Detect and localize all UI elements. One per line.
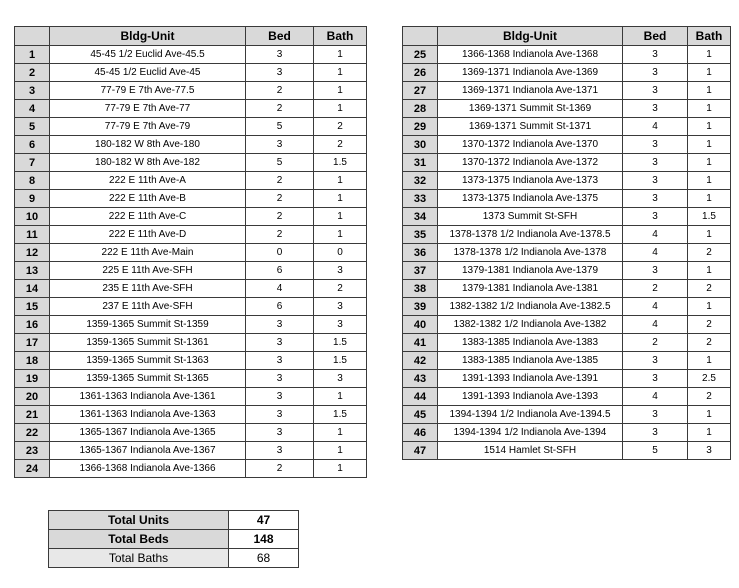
- unit-name: 1514 Hamlet St-SFH: [438, 442, 623, 460]
- row-number: 23: [15, 442, 50, 460]
- bath-count: 1: [314, 100, 367, 118]
- bed-count: 2: [246, 100, 314, 118]
- bed-count: 4: [623, 244, 688, 262]
- table-row: [15, 100, 367, 118]
- unit-name: 222 E 11th Ave-Main: [50, 244, 246, 262]
- table-row: [403, 100, 731, 118]
- row-number: 38: [403, 280, 438, 298]
- bath-count: 2: [314, 118, 367, 136]
- table-row: [403, 370, 731, 388]
- row-number: 22: [15, 424, 50, 442]
- header-row: [15, 27, 367, 46]
- bath-count: 3: [314, 298, 367, 316]
- row-number: 19: [15, 370, 50, 388]
- bath-count: 1.5: [314, 334, 367, 352]
- row-number: 16: [15, 316, 50, 334]
- header-bed: Bed: [246, 27, 314, 46]
- bath-count: 1: [688, 262, 731, 280]
- row-number: 1: [15, 46, 50, 64]
- bed-count: 3: [246, 334, 314, 352]
- row-number: 20: [15, 388, 50, 406]
- bath-count: 1: [688, 190, 731, 208]
- bed-count: 2: [623, 334, 688, 352]
- header-number: [403, 27, 438, 46]
- table-row: [15, 172, 367, 190]
- total-baths-label: Total Baths: [49, 549, 229, 568]
- bath-count: 0: [314, 244, 367, 262]
- table-row: [403, 118, 731, 136]
- units-table-left: [14, 26, 367, 478]
- bath-count: 1: [688, 226, 731, 244]
- unit-name: 1370-1372 Indianola Ave-1372: [438, 154, 623, 172]
- bath-count: 2: [314, 136, 367, 154]
- bath-count: 2: [314, 280, 367, 298]
- bed-count: 4: [623, 226, 688, 244]
- row-number: 33: [403, 190, 438, 208]
- table-row: [403, 82, 731, 100]
- unit-name: 1378-1378 1/2 Indianola Ave-1378.5: [438, 226, 623, 244]
- unit-name: 77-79 E 7th Ave-79: [50, 118, 246, 136]
- bath-count: 1: [688, 118, 731, 136]
- unit-name: 1365-1367 Indianola Ave-1365: [50, 424, 246, 442]
- bed-count: 4: [623, 298, 688, 316]
- unit-name: 45-45 1/2 Euclid Ave-45: [50, 64, 246, 82]
- bed-count: 3: [246, 388, 314, 406]
- table-row: [15, 388, 367, 406]
- bath-count: 2: [688, 334, 731, 352]
- row-number: 30: [403, 136, 438, 154]
- bath-count: 1: [314, 172, 367, 190]
- unit-name: 1361-1363 Indianola Ave-1361: [50, 388, 246, 406]
- table-row: [403, 226, 731, 244]
- bed-count: 3: [246, 370, 314, 388]
- row-number: 44: [403, 388, 438, 406]
- unit-name: 235 E 11th Ave-SFH: [50, 280, 246, 298]
- row-number: 45: [403, 406, 438, 424]
- bath-count: 1: [688, 406, 731, 424]
- unit-name: 1365-1367 Indianola Ave-1367: [50, 442, 246, 460]
- row-number: 8: [15, 172, 50, 190]
- row-number: 3: [15, 82, 50, 100]
- bed-count: 2: [246, 226, 314, 244]
- table-row: [403, 154, 731, 172]
- unit-name: 237 E 11th Ave-SFH: [50, 298, 246, 316]
- row-number: 35: [403, 226, 438, 244]
- bath-count: 1.5: [314, 154, 367, 172]
- row-number: 13: [15, 262, 50, 280]
- row-number: 41: [403, 334, 438, 352]
- bath-count: 3: [314, 262, 367, 280]
- row-number: 42: [403, 352, 438, 370]
- unit-name: 1366-1368 Indianola Ave-1368: [438, 46, 623, 64]
- bath-count: 1: [314, 208, 367, 226]
- row-number: 9: [15, 190, 50, 208]
- bath-count: 3: [688, 442, 731, 460]
- bed-count: 3: [623, 352, 688, 370]
- table-row: [15, 82, 367, 100]
- row-number: 28: [403, 100, 438, 118]
- unit-name: 1366-1368 Indianola Ave-1366: [50, 460, 246, 478]
- total-units-value: 47: [229, 511, 299, 530]
- bath-count: 1: [314, 388, 367, 406]
- bath-count: 2: [688, 316, 731, 334]
- bed-count: 3: [246, 352, 314, 370]
- row-number: 5: [15, 118, 50, 136]
- unit-name: 1359-1365 Summit St-1361: [50, 334, 246, 352]
- bath-count: 1: [314, 190, 367, 208]
- bed-count: 3: [623, 64, 688, 82]
- table-row: [15, 424, 367, 442]
- header-bed: Bed: [623, 27, 688, 46]
- bath-count: 1: [314, 64, 367, 82]
- table-row: [15, 190, 367, 208]
- table-row: [403, 172, 731, 190]
- bed-count: 3: [246, 316, 314, 334]
- bed-count: 3: [246, 442, 314, 460]
- row-number: 10: [15, 208, 50, 226]
- total-beds-row: [49, 530, 299, 549]
- table-row: [403, 190, 731, 208]
- bed-count: 3: [246, 406, 314, 424]
- table-row: [15, 316, 367, 334]
- total-beds-value: 148: [229, 530, 299, 549]
- total-units-row: [49, 511, 299, 530]
- totals-table: [48, 510, 299, 568]
- unit-name: 1369-1371 Summit St-1371: [438, 118, 623, 136]
- unit-name: 1382-1382 1/2 Indianola Ave-1382: [438, 316, 623, 334]
- unit-name: 222 E 11th Ave-C: [50, 208, 246, 226]
- unit-name: 1394-1394 1/2 Indianola Ave-1394.5: [438, 406, 623, 424]
- unit-name: 222 E 11th Ave-A: [50, 172, 246, 190]
- unit-name: 1373 Summit St-SFH: [438, 208, 623, 226]
- row-number: 17: [15, 334, 50, 352]
- bath-count: 2: [688, 280, 731, 298]
- table-row: [403, 136, 731, 154]
- table-row: [403, 406, 731, 424]
- bath-count: 2: [688, 244, 731, 262]
- bath-count: 1: [688, 172, 731, 190]
- table-row: [15, 460, 367, 478]
- bed-count: 2: [246, 190, 314, 208]
- bath-count: 1: [688, 136, 731, 154]
- row-number: 36: [403, 244, 438, 262]
- table-row: [15, 298, 367, 316]
- unit-name: 1383-1385 Indianola Ave-1383: [438, 334, 623, 352]
- header-number: [15, 27, 50, 46]
- bath-count: 1: [314, 424, 367, 442]
- unit-name: 1379-1381 Indianola Ave-1379: [438, 262, 623, 280]
- bed-count: 6: [246, 262, 314, 280]
- unit-name: 1379-1381 Indianola Ave-1381: [438, 280, 623, 298]
- total-baths-row: [49, 549, 299, 568]
- row-number: 14: [15, 280, 50, 298]
- table-row: [403, 46, 731, 64]
- unit-name: 1394-1394 1/2 Indianola Ave-1394: [438, 424, 623, 442]
- row-number: 18: [15, 352, 50, 370]
- unit-name: 1382-1382 1/2 Indianola Ave-1382.5: [438, 298, 623, 316]
- row-number: 21: [15, 406, 50, 424]
- row-number: 43: [403, 370, 438, 388]
- table-row: [403, 64, 731, 82]
- unit-name: 222 E 11th Ave-B: [50, 190, 246, 208]
- bed-count: 4: [623, 316, 688, 334]
- bed-count: 3: [623, 424, 688, 442]
- bed-count: 2: [246, 460, 314, 478]
- bath-count: 1.5: [314, 352, 367, 370]
- bath-count: 2: [688, 388, 731, 406]
- bath-count: 1: [688, 46, 731, 64]
- bath-count: 3: [314, 370, 367, 388]
- table-row: [403, 352, 731, 370]
- unit-name: 1369-1371 Indianola Ave-1371: [438, 82, 623, 100]
- bath-count: 1: [688, 154, 731, 172]
- bath-count: 1.5: [688, 208, 731, 226]
- bath-count: 1: [688, 352, 731, 370]
- unit-name: 1359-1365 Summit St-1363: [50, 352, 246, 370]
- table-row: [15, 208, 367, 226]
- row-number: 39: [403, 298, 438, 316]
- total-units-label: Total Units: [49, 511, 229, 530]
- bed-count: 2: [246, 172, 314, 190]
- row-number: 7: [15, 154, 50, 172]
- row-number: 29: [403, 118, 438, 136]
- unit-name: 45-45 1/2 Euclid Ave-45.5: [50, 46, 246, 64]
- row-number: 12: [15, 244, 50, 262]
- table-row: [15, 370, 367, 388]
- unit-name: 1359-1365 Summit St-1359: [50, 316, 246, 334]
- bed-count: 3: [623, 370, 688, 388]
- bed-count: 3: [623, 172, 688, 190]
- unit-name: 180-182 W 8th Ave-182: [50, 154, 246, 172]
- unit-name: 1373-1375 Indianola Ave-1373: [438, 172, 623, 190]
- bath-count: 1: [688, 298, 731, 316]
- row-number: 37: [403, 262, 438, 280]
- unit-name: 1361-1363 Indianola Ave-1363: [50, 406, 246, 424]
- row-number: 32: [403, 172, 438, 190]
- bed-count: 3: [623, 208, 688, 226]
- bed-count: 3: [623, 46, 688, 64]
- bed-count: 3: [246, 136, 314, 154]
- table-row: [15, 154, 367, 172]
- table-row: [15, 46, 367, 64]
- bath-count: 1: [688, 100, 731, 118]
- table-row: [15, 352, 367, 370]
- bed-count: 2: [623, 280, 688, 298]
- unit-name: 1359-1365 Summit St-1365: [50, 370, 246, 388]
- table-row: [403, 208, 731, 226]
- bed-count: 3: [623, 190, 688, 208]
- table-row: [403, 424, 731, 442]
- row-number: 26: [403, 64, 438, 82]
- header-bath: Bath: [688, 27, 731, 46]
- table-row: [403, 334, 731, 352]
- bath-count: 1: [314, 460, 367, 478]
- table-row: [403, 442, 731, 460]
- bed-count: 3: [623, 100, 688, 118]
- row-number: 31: [403, 154, 438, 172]
- bed-count: 5: [246, 118, 314, 136]
- bath-count: 1: [688, 64, 731, 82]
- units-table-right: [402, 26, 731, 460]
- table-row: [15, 262, 367, 280]
- bed-count: 3: [623, 262, 688, 280]
- unit-name: 1391-1393 Indianola Ave-1391: [438, 370, 623, 388]
- total-beds-label: Total Beds: [49, 530, 229, 549]
- unit-name: 1369-1371 Indianola Ave-1369: [438, 64, 623, 82]
- unit-name: 225 E 11th Ave-SFH: [50, 262, 246, 280]
- bath-count: 1: [314, 442, 367, 460]
- table-row: [403, 298, 731, 316]
- table-row: [403, 262, 731, 280]
- bath-count: 3: [314, 316, 367, 334]
- bath-count: 2.5: [688, 370, 731, 388]
- unit-name: 1391-1393 Indianola Ave-1393: [438, 388, 623, 406]
- unit-name: 1370-1372 Indianola Ave-1370: [438, 136, 623, 154]
- table-row: [15, 406, 367, 424]
- table-row: [15, 280, 367, 298]
- table-row: [15, 118, 367, 136]
- row-number: 34: [403, 208, 438, 226]
- bed-count: 6: [246, 298, 314, 316]
- bed-count: 4: [246, 280, 314, 298]
- bed-count: 3: [623, 406, 688, 424]
- bed-count: 2: [246, 82, 314, 100]
- bed-count: 3: [246, 64, 314, 82]
- row-number: 40: [403, 316, 438, 334]
- bath-count: 1: [314, 82, 367, 100]
- row-number: 46: [403, 424, 438, 442]
- row-number: 6: [15, 136, 50, 154]
- table-row: [403, 388, 731, 406]
- unit-name: 77-79 E 7th Ave-77: [50, 100, 246, 118]
- bed-count: 2: [246, 208, 314, 226]
- bath-count: 1: [688, 424, 731, 442]
- row-number: 11: [15, 226, 50, 244]
- table-row: [403, 316, 731, 334]
- bed-count: 0: [246, 244, 314, 262]
- table-row: [15, 334, 367, 352]
- unit-name: 77-79 E 7th Ave-77.5: [50, 82, 246, 100]
- unit-name: 1373-1375 Indianola Ave-1375: [438, 190, 623, 208]
- row-number: 24: [15, 460, 50, 478]
- row-number: 25: [403, 46, 438, 64]
- unit-name: 180-182 W 8th Ave-180: [50, 136, 246, 154]
- table-row: [15, 64, 367, 82]
- bath-count: 1: [314, 226, 367, 244]
- unit-name: 1369-1371 Summit St-1369: [438, 100, 623, 118]
- row-number: 4: [15, 100, 50, 118]
- header-unit: Bldg-Unit: [438, 27, 623, 46]
- table-row: [15, 226, 367, 244]
- bath-count: 1.5: [314, 406, 367, 424]
- bath-count: 1: [314, 46, 367, 64]
- bed-count: 3: [623, 154, 688, 172]
- bed-count: 3: [623, 82, 688, 100]
- bed-count: 3: [246, 46, 314, 64]
- table-row: [15, 442, 367, 460]
- row-number: 47: [403, 442, 438, 460]
- bed-count: 4: [623, 118, 688, 136]
- row-number: 2: [15, 64, 50, 82]
- bed-count: 5: [246, 154, 314, 172]
- unit-name: 1383-1385 Indianola Ave-1385: [438, 352, 623, 370]
- bed-count: 4: [623, 388, 688, 406]
- table-row: [403, 244, 731, 262]
- total-baths-value: 68: [229, 549, 299, 568]
- bed-count: 5: [623, 442, 688, 460]
- bed-count: 3: [623, 136, 688, 154]
- table-row: [15, 136, 367, 154]
- table-row: [403, 280, 731, 298]
- unit-name: 222 E 11th Ave-D: [50, 226, 246, 244]
- header-bath: Bath: [314, 27, 367, 46]
- table-row: [15, 244, 367, 262]
- unit-name: 1378-1378 1/2 Indianola Ave-1378: [438, 244, 623, 262]
- row-number: 15: [15, 298, 50, 316]
- bed-count: 3: [246, 424, 314, 442]
- header-row: [403, 27, 731, 46]
- bath-count: 1: [688, 82, 731, 100]
- header-unit: Bldg-Unit: [50, 27, 246, 46]
- row-number: 27: [403, 82, 438, 100]
